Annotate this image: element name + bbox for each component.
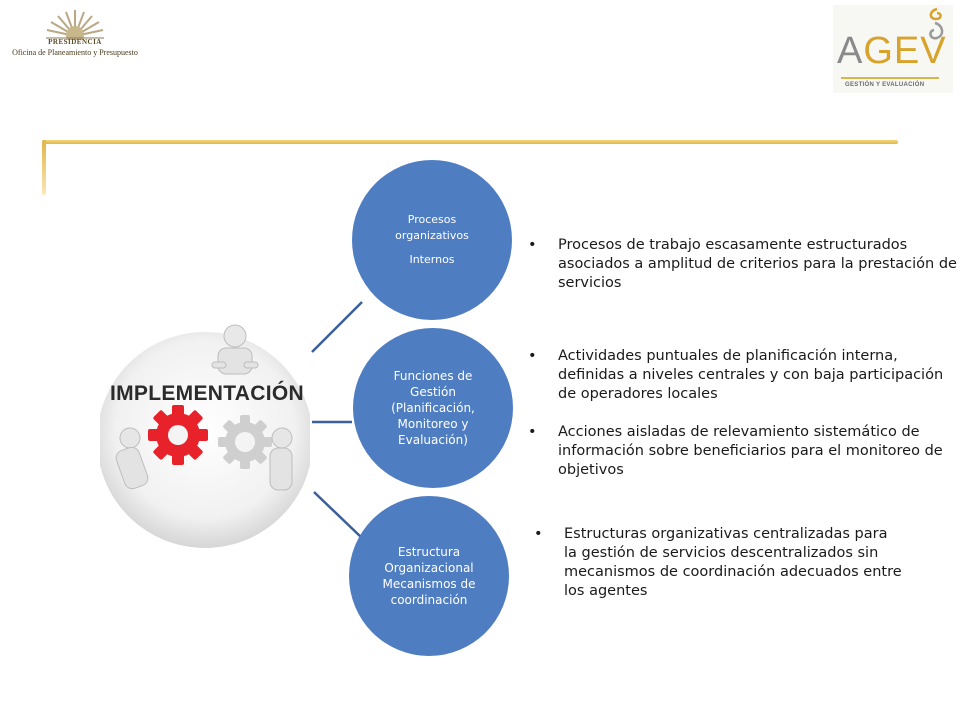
gold-frame-top (42, 140, 898, 144)
presidencia-subtitle: Oficina de Planeamiento y Presupuesto (12, 48, 138, 57)
agev-divider (841, 77, 939, 79)
bullet-item-1: • Procesos de trabajo escasamente estructurados asociados a amplitud de criterios para la prestación de servicios (528, 236, 958, 293)
presidencia-logo (4, 4, 146, 74)
gold-frame-left (42, 140, 46, 195)
circle-3-text: Estructura Organizacional Mecanismos de coordinación (382, 545, 476, 607)
agev-wordmark: AGEV (837, 30, 947, 72)
circle-2-text: Funciones de Gestión (Planificación, Monitoreo y Evaluación) (391, 369, 475, 447)
agev-logo (833, 5, 953, 93)
circle-estructura-organizacional (349, 496, 509, 656)
agev-tagline: GESTIÓN Y EVALUACIÓN (845, 82, 925, 88)
presidencia-title: PRESIDENCIA (48, 38, 102, 46)
sun-emblem-icon (44, 8, 106, 40)
circle-1-line-1: Procesos organizativos (395, 213, 469, 242)
circle-funciones-de-gestion (353, 328, 513, 488)
bullet-list-main (528, 236, 958, 499)
circle-1-line-2: Internos (409, 253, 455, 266)
connector-bottom (314, 492, 362, 538)
bullet-list-bottom (534, 525, 904, 620)
bullet-item-4: • Estructuras organizativas centralizadas para la gestión de servicios descentralizados sin mecanismos de coordinación adecuados entre los agentes (534, 525, 904, 601)
bullet-item-3: • Acciones aisladas de relevamiento sistemático de información sobre beneficiarios para el monitoreo de objetivos (528, 423, 958, 480)
circle-procesos-organizativos (352, 160, 512, 320)
connector-top (312, 302, 362, 352)
implementation-illustration (100, 310, 310, 550)
bullet-item-2: • Actividades puntuales de planificación interna, definidas a niveles centrales y con baja participación de operadores locales (528, 347, 958, 404)
implementation-title: IMPLEMENTACIÓN (110, 382, 304, 405)
gears-figures-icon (100, 310, 310, 550)
